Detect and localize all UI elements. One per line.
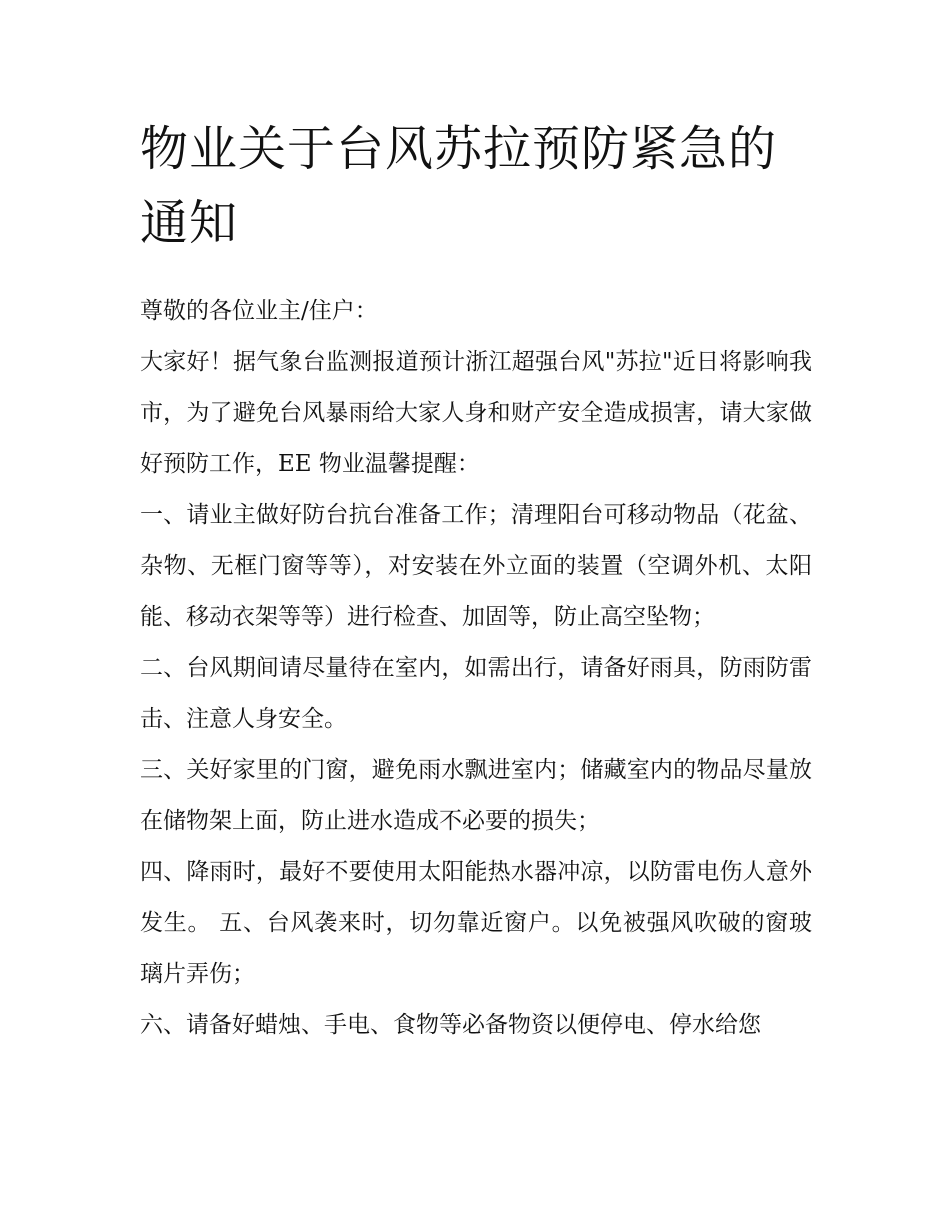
document-page	[140, 112, 812, 1051]
notice-item-6: 六、请备好蜡烛、手电、食物等必备物资以便停电、停水给您	[140, 1012, 761, 1038]
notice-item-2: 二、台风期间请尽量待在室内，如需出行，请备好雨具，防雨防雷击、注意人身安全。	[140, 655, 812, 732]
notice-item-3: 三、关好家里的门窗，避免雨水飘进室内；储藏室内的物品尽量放在储物架上面，防止进水造成不必要的损失；	[140, 757, 812, 834]
notice-item-1: 一、请业主做好防台抗台准备工作；清理阳台可移动物品（花盆、杂物、无框门窗等等），对安装在外立面的装置（空调外机、太阳能、移动衣架等等）进行检查、加固等，防止高空坠物；	[140, 502, 812, 630]
page-title: 物业关于台风苏拉预防紧急的通知	[140, 121, 778, 251]
intro-paragraph: 大家好！据气象台监测报道预计浙江超强台风"苏拉"近日将影响我市，为了避免台风暴雨给大家人身和财产安全造成损害，请大家做好预防工作，EE 物业温馨提醒：	[140, 349, 812, 477]
salutation: 尊敬的各位业主/住户：	[140, 298, 378, 324]
notice-item-4-5: 四、降雨时，最好不要使用太阳能热水器冲凉，以防雷电伤人意外发生。 五、台风袭来时，切勿靠近窗户。以免被强风吹破的窗玻璃片弄伤；	[140, 859, 812, 987]
